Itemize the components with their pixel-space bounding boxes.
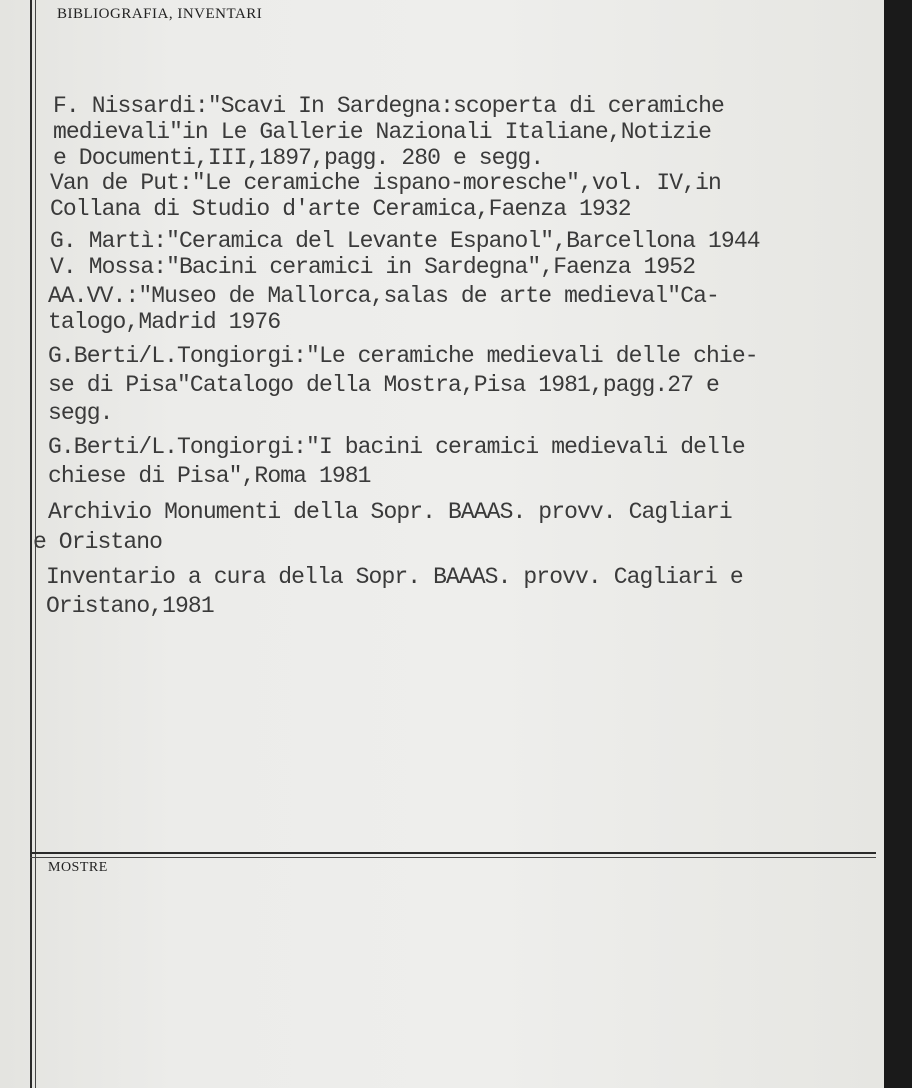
bibliography-line: Oristano,1981 bbox=[46, 593, 214, 619]
left-border-rule bbox=[30, 0, 32, 1088]
bibliography-line: G. Martì:"Ceramica del Levante Espanol",Barcellona 1944 bbox=[50, 228, 760, 254]
mostre-heading: MOSTRE bbox=[48, 860, 108, 875]
bibliography-line: Van de Put:"Le ceramiche ispano-moresche",vol. IV,in bbox=[50, 170, 721, 196]
bibliography-line: medievali"in Le Gallerie Nazionali Italiane,Notizie bbox=[53, 119, 712, 145]
bibliography-line: e Documenti,III,1897,pagg. 280 e segg. bbox=[53, 145, 544, 171]
bibliography-line: AA.VV.:"Museo de Mallorca,salas de arte medieval"Ca- bbox=[48, 283, 719, 309]
section-divider-rule-inner bbox=[30, 857, 876, 858]
bibliography-line: se di Pisa"Catalogo della Mostra,Pisa 1981,pagg.27 e bbox=[48, 372, 719, 398]
bibliography-line: G.Berti/L.Tongiorgi:"I bacini ceramici medievali delle bbox=[48, 434, 745, 460]
bibliography-line: talogo,Madrid 1976 bbox=[48, 309, 281, 335]
bibliography-line: Archivio Monumenti della Sopr. BAAAS. provv. Cagliari bbox=[48, 499, 732, 525]
bibliography-line: Inventario a cura della Sopr. BAAAS. provv. Cagliari e bbox=[46, 564, 743, 590]
bibliography-line: Collana di Studio d'arte Ceramica,Faenza 1932 bbox=[50, 196, 631, 222]
bibliography-line: segg. bbox=[48, 400, 113, 426]
bibliography-line: e Oristano bbox=[33, 529, 163, 555]
bibliography-line: F. Nissardi:"Scavi In Sardegna:scoperta di ceramiche bbox=[53, 93, 724, 119]
bibliography-line: chiese di Pisa",Roma 1981 bbox=[48, 463, 371, 489]
bibliography-line: V. Mossa:"Bacini ceramici in Sardegna",Faenza 1952 bbox=[50, 254, 696, 280]
scan-background-edge bbox=[884, 0, 912, 1088]
bibliography-heading: BIBLIOGRAFIA, INVENTARI bbox=[57, 6, 263, 22]
bibliography-line: G.Berti/L.Tongiorgi:"Le ceramiche medievali delle chie- bbox=[48, 343, 758, 369]
section-divider-rule bbox=[30, 852, 876, 854]
